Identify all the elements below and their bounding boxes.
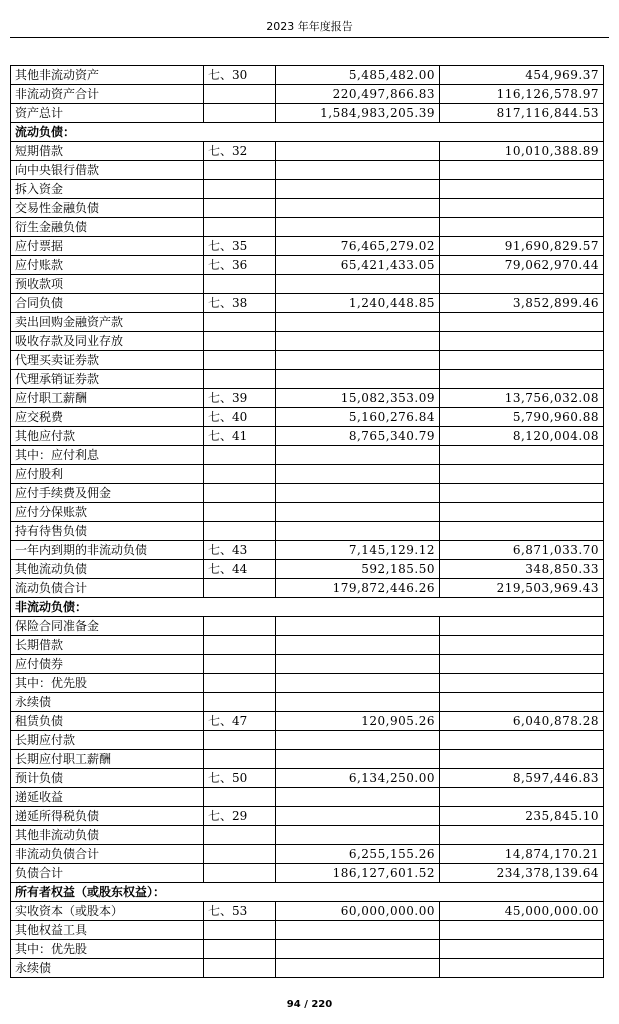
current-period-amount <box>276 199 440 218</box>
prior-period-amount <box>440 161 604 180</box>
row-label: 卖出回购金融资产款 <box>11 313 204 332</box>
row-label: 持有待售负债 <box>11 522 204 541</box>
row-label: 非流动负债合计 <box>11 845 204 864</box>
table-row <box>11 731 604 750</box>
row-note: 七、38 <box>204 294 276 313</box>
current-period-amount <box>276 940 440 959</box>
current-period-amount <box>276 674 440 693</box>
table-row <box>11 313 604 332</box>
table-row <box>11 959 604 978</box>
prior-period-amount <box>440 503 604 522</box>
row-note <box>204 199 276 218</box>
header-rule <box>10 37 609 38</box>
current-period-amount <box>276 465 440 484</box>
prior-period-amount <box>440 484 604 503</box>
balance-sheet-body <box>11 66 604 978</box>
prior-period-amount <box>440 180 604 199</box>
current-period-amount <box>276 351 440 370</box>
current-period-amount: 1,584,983,205.39 <box>276 104 440 123</box>
row-label: 其他流动负债 <box>11 560 204 579</box>
prior-period-amount: 91,690,829.57 <box>440 237 604 256</box>
current-period-amount <box>276 161 440 180</box>
balance-sheet-table <box>10 65 604 978</box>
row-label: 应付手续费及佣金 <box>11 484 204 503</box>
row-label: 交易性金融负债 <box>11 199 204 218</box>
row-note <box>204 826 276 845</box>
table-row <box>11 408 604 427</box>
prior-period-amount: 6,040,878.28 <box>440 712 604 731</box>
prior-period-amount: 14,874,170.21 <box>440 845 604 864</box>
table-row <box>11 465 604 484</box>
prior-period-amount <box>440 636 604 655</box>
row-label: 其他非流动资产 <box>11 66 204 85</box>
row-note <box>204 845 276 864</box>
current-period-amount <box>276 503 440 522</box>
row-note: 七、47 <box>204 712 276 731</box>
row-note <box>204 617 276 636</box>
current-period-amount <box>276 142 440 161</box>
current-period-amount <box>276 731 440 750</box>
table-row <box>11 750 604 769</box>
prior-period-amount <box>440 275 604 294</box>
table-row <box>11 864 604 883</box>
current-period-amount <box>276 636 440 655</box>
row-label: 应交税费 <box>11 408 204 427</box>
prior-period-amount <box>440 788 604 807</box>
table-row <box>11 180 604 199</box>
current-period-amount: 5,485,482.00 <box>276 66 440 85</box>
row-note <box>204 275 276 294</box>
prior-period-amount: 348,850.33 <box>440 560 604 579</box>
table-row <box>11 541 604 560</box>
row-label: 其中：优先股 <box>11 674 204 693</box>
prior-period-amount: 6,871,033.70 <box>440 541 604 560</box>
current-period-amount <box>276 522 440 541</box>
page-number: 94 / 220 <box>286 999 333 1010</box>
prior-period-amount <box>440 370 604 389</box>
table-row <box>11 617 604 636</box>
row-label: 资产总计 <box>11 104 204 123</box>
row-label: 永续债 <box>11 693 204 712</box>
prior-period-amount <box>440 446 604 465</box>
row-note <box>204 522 276 541</box>
row-note <box>204 370 276 389</box>
current-period-amount <box>276 484 440 503</box>
prior-period-amount <box>440 693 604 712</box>
row-note <box>204 332 276 351</box>
row-label: 长期应付职工薪酬 <box>11 750 204 769</box>
row-label: 永续债 <box>11 959 204 978</box>
page-header: 2023 年年度报告 <box>266 20 353 33</box>
row-note: 七、39 <box>204 389 276 408</box>
table-row <box>11 66 604 85</box>
prior-period-amount <box>440 313 604 332</box>
current-period-amount <box>276 959 440 978</box>
prior-period-amount: 116,126,578.97 <box>440 85 604 104</box>
current-period-amount: 60,000,000.00 <box>276 902 440 921</box>
table-row <box>11 826 604 845</box>
prior-period-amount: 235,845.10 <box>440 807 604 826</box>
table-row <box>11 484 604 503</box>
row-label: 应付票据 <box>11 237 204 256</box>
row-note: 七、32 <box>204 142 276 161</box>
row-label: 应付账款 <box>11 256 204 275</box>
table-row <box>11 655 604 674</box>
row-label: 保险合同准备金 <box>11 617 204 636</box>
table-row <box>11 845 604 864</box>
section-header-row <box>11 883 604 902</box>
current-period-amount <box>276 446 440 465</box>
row-label: 应付股利 <box>11 465 204 484</box>
section-header-row <box>11 123 604 142</box>
table-row <box>11 275 604 294</box>
current-period-amount: 186,127,601.52 <box>276 864 440 883</box>
table-row <box>11 351 604 370</box>
current-period-amount <box>276 788 440 807</box>
prior-period-amount <box>440 655 604 674</box>
row-note <box>204 750 276 769</box>
row-note <box>204 104 276 123</box>
prior-period-amount <box>440 826 604 845</box>
prior-period-amount: 219,503,969.43 <box>440 579 604 598</box>
row-label: 递延收益 <box>11 788 204 807</box>
row-label: 其他非流动负债 <box>11 826 204 845</box>
row-label: 预计负债 <box>11 769 204 788</box>
current-period-amount: 65,421,433.05 <box>276 256 440 275</box>
row-note: 七、35 <box>204 237 276 256</box>
table-row <box>11 693 604 712</box>
section-header-row <box>11 598 604 617</box>
row-note <box>204 579 276 598</box>
row-label: 递延所得税负债 <box>11 807 204 826</box>
current-period-amount: 7,145,129.12 <box>276 541 440 560</box>
row-label: 拆入资金 <box>11 180 204 199</box>
row-note: 七、29 <box>204 807 276 826</box>
table-row <box>11 256 604 275</box>
current-period-amount <box>276 655 440 674</box>
row-label: 预收款项 <box>11 275 204 294</box>
row-note: 七、30 <box>204 66 276 85</box>
row-note <box>204 180 276 199</box>
row-label: 实收资本（或股本） <box>11 902 204 921</box>
prior-period-amount: 8,597,446.83 <box>440 769 604 788</box>
prior-period-amount <box>440 750 604 769</box>
table-row <box>11 199 604 218</box>
table-row <box>11 636 604 655</box>
prior-period-amount: 234,378,139.64 <box>440 864 604 883</box>
row-label: 流动负债合计 <box>11 579 204 598</box>
current-period-amount: 6,134,250.00 <box>276 769 440 788</box>
table-row <box>11 560 604 579</box>
table-row <box>11 294 604 313</box>
row-note <box>204 674 276 693</box>
row-note <box>204 465 276 484</box>
row-label: 其他应付款 <box>11 427 204 446</box>
table-row <box>11 370 604 389</box>
prior-period-amount <box>440 465 604 484</box>
row-note <box>204 693 276 712</box>
table-row <box>11 940 604 959</box>
prior-period-amount <box>440 617 604 636</box>
row-note <box>204 788 276 807</box>
row-note <box>204 503 276 522</box>
row-note <box>204 731 276 750</box>
current-period-amount <box>276 370 440 389</box>
row-note <box>204 921 276 940</box>
table-row <box>11 674 604 693</box>
current-period-amount <box>276 807 440 826</box>
row-label: 其他权益工具 <box>11 921 204 940</box>
section-title: 非流动负债： <box>11 598 604 617</box>
row-note: 七、50 <box>204 769 276 788</box>
current-period-amount: 15,082,353.09 <box>276 389 440 408</box>
table-row <box>11 142 604 161</box>
prior-period-amount: 79,062,970.44 <box>440 256 604 275</box>
table-row <box>11 389 604 408</box>
row-note: 七、43 <box>204 541 276 560</box>
prior-period-amount: 3,852,899.46 <box>440 294 604 313</box>
row-note <box>204 313 276 332</box>
prior-period-amount <box>440 522 604 541</box>
current-period-amount <box>276 826 440 845</box>
row-label: 应付分保账款 <box>11 503 204 522</box>
current-period-amount <box>276 218 440 237</box>
row-label: 衍生金融负债 <box>11 218 204 237</box>
current-period-amount: 220,497,866.83 <box>276 85 440 104</box>
row-note <box>204 351 276 370</box>
table-row <box>11 427 604 446</box>
prior-period-amount <box>440 674 604 693</box>
current-period-amount: 6,255,155.26 <box>276 845 440 864</box>
current-period-amount <box>276 617 440 636</box>
prior-period-amount: 817,116,844.53 <box>440 104 604 123</box>
table-row <box>11 788 604 807</box>
table-row <box>11 218 604 237</box>
row-note: 七、36 <box>204 256 276 275</box>
row-note <box>204 940 276 959</box>
current-period-amount: 592,185.50 <box>276 560 440 579</box>
prior-period-amount <box>440 731 604 750</box>
row-label: 其中：优先股 <box>11 940 204 959</box>
current-period-amount: 120,905.26 <box>276 712 440 731</box>
table-row <box>11 712 604 731</box>
prior-period-amount: 10,010,388.89 <box>440 142 604 161</box>
current-period-amount: 5,160,276.84 <box>276 408 440 427</box>
prior-period-amount: 454,969.37 <box>440 66 604 85</box>
prior-period-amount <box>440 332 604 351</box>
table-row <box>11 161 604 180</box>
prior-period-amount <box>440 921 604 940</box>
row-note: 七、41 <box>204 427 276 446</box>
prior-period-amount <box>440 199 604 218</box>
prior-period-amount: 45,000,000.00 <box>440 902 604 921</box>
row-label: 向中央银行借款 <box>11 161 204 180</box>
table-row <box>11 579 604 598</box>
row-label: 长期应付款 <box>11 731 204 750</box>
prior-period-amount: 5,790,960.88 <box>440 408 604 427</box>
current-period-amount <box>276 921 440 940</box>
prior-period-amount <box>440 959 604 978</box>
row-label: 短期借款 <box>11 142 204 161</box>
current-period-amount <box>276 275 440 294</box>
prior-period-amount <box>440 351 604 370</box>
row-note: 七、44 <box>204 560 276 579</box>
table-row <box>11 446 604 465</box>
row-note <box>204 655 276 674</box>
row-label: 非流动资产合计 <box>11 85 204 104</box>
section-title: 所有者权益（或股东权益）： <box>11 883 604 902</box>
row-note <box>204 959 276 978</box>
row-note <box>204 218 276 237</box>
table-row <box>11 503 604 522</box>
row-label: 应付债券 <box>11 655 204 674</box>
table-row <box>11 85 604 104</box>
current-period-amount: 1,240,448.85 <box>276 294 440 313</box>
table-row <box>11 332 604 351</box>
prior-period-amount: 8,120,004.08 <box>440 427 604 446</box>
table-row <box>11 104 604 123</box>
prior-period-amount <box>440 218 604 237</box>
row-note <box>204 484 276 503</box>
current-period-amount: 179,872,446.26 <box>276 579 440 598</box>
table-row <box>11 237 604 256</box>
row-note <box>204 161 276 180</box>
row-label: 其中：应付利息 <box>11 446 204 465</box>
current-period-amount <box>276 693 440 712</box>
current-period-amount <box>276 313 440 332</box>
row-label: 负债合计 <box>11 864 204 883</box>
row-label: 代理承销证券款 <box>11 370 204 389</box>
row-note <box>204 85 276 104</box>
section-title: 流动负债： <box>11 123 604 142</box>
row-label: 长期借款 <box>11 636 204 655</box>
row-note: 七、40 <box>204 408 276 427</box>
prior-period-amount <box>440 940 604 959</box>
row-label: 代理买卖证券款 <box>11 351 204 370</box>
row-label: 应付职工薪酬 <box>11 389 204 408</box>
table-row <box>11 769 604 788</box>
table-row <box>11 902 604 921</box>
row-label: 合同负债 <box>11 294 204 313</box>
current-period-amount <box>276 332 440 351</box>
row-note <box>204 446 276 465</box>
current-period-amount <box>276 180 440 199</box>
table-row <box>11 921 604 940</box>
current-period-amount <box>276 750 440 769</box>
table-row <box>11 522 604 541</box>
table-row <box>11 807 604 826</box>
row-label: 吸收存款及同业存放 <box>11 332 204 351</box>
row-note <box>204 864 276 883</box>
current-period-amount: 8,765,340.79 <box>276 427 440 446</box>
prior-period-amount: 13,756,032.08 <box>440 389 604 408</box>
row-label: 一年内到期的非流动负债 <box>11 541 204 560</box>
current-period-amount: 76,465,279.02 <box>276 237 440 256</box>
row-note <box>204 636 276 655</box>
row-label: 租赁负债 <box>11 712 204 731</box>
row-note: 七、53 <box>204 902 276 921</box>
